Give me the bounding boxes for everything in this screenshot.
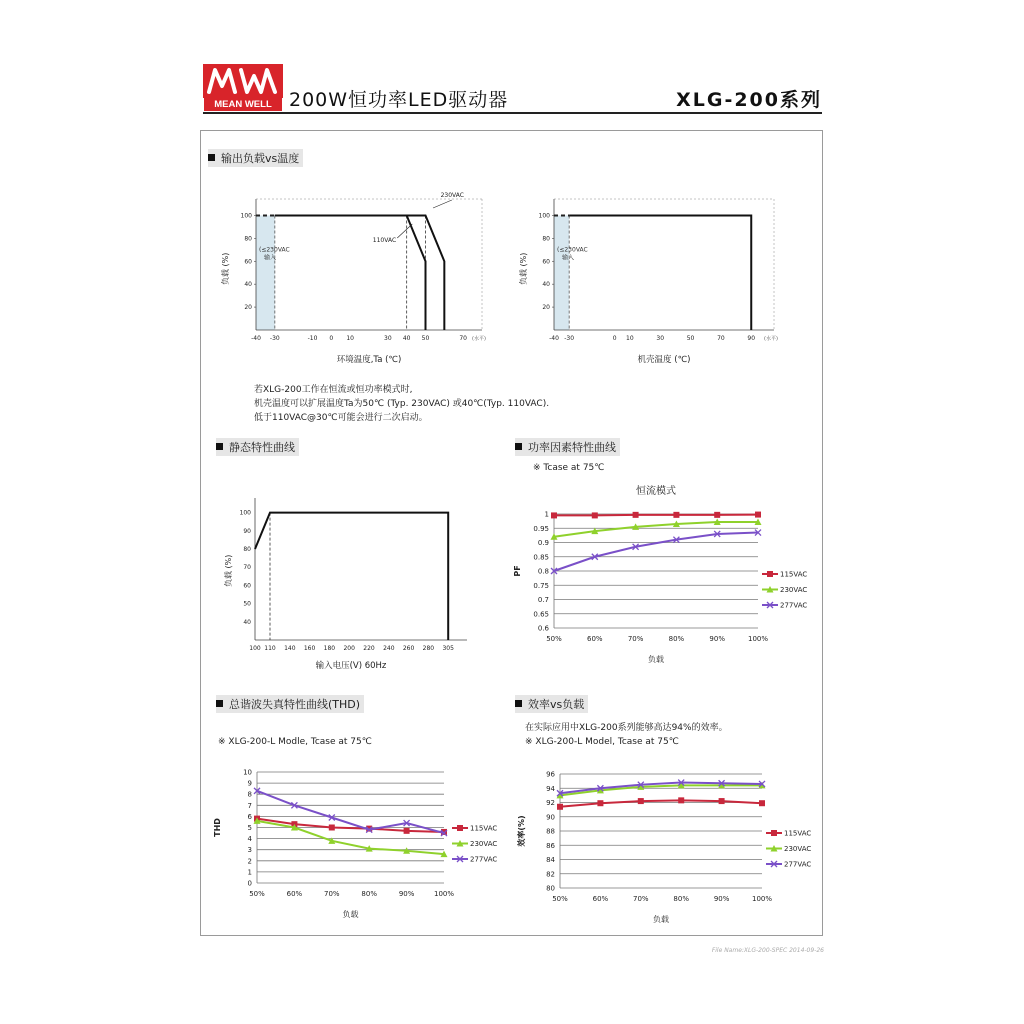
callout-line — [433, 200, 452, 208]
x-tick-label: 30 — [384, 335, 392, 342]
y-tick-label: 80 — [244, 235, 252, 243]
series-line-115VAC — [560, 800, 762, 806]
y-tick-label: 100 — [538, 212, 550, 220]
y-tick-label: 5 — [247, 824, 252, 832]
y-tick-label: 100 — [239, 509, 251, 517]
x-tick-label: 60% — [592, 895, 609, 903]
x-tick-label: 80% — [673, 895, 689, 903]
x-axis-label: 负载 — [648, 655, 664, 664]
x-tick-label: 0 — [612, 335, 617, 342]
x-axis-label: 环境温度,Ta (℃) — [336, 355, 402, 365]
x-tick-label: 30 — [656, 335, 665, 342]
x-tick-label: 100% — [433, 890, 455, 898]
x-tick-label: 80% — [361, 890, 377, 898]
y-axis-label: 负载 (%) — [221, 252, 230, 285]
x-unit-label: (水平) — [472, 336, 486, 342]
x-tick-label: 50 — [421, 335, 430, 342]
y-tick-label: 92 — [546, 799, 555, 807]
legend-marker-115VAC — [771, 830, 777, 836]
shaded-region — [554, 215, 569, 330]
x-tick-label: 70% — [627, 635, 644, 643]
data-point-115VAC — [551, 512, 557, 518]
y-tick-label: 80 — [542, 235, 550, 243]
legend-marker-115VAC — [457, 825, 463, 831]
x-tick-label: 80% — [668, 635, 685, 643]
x-tick-label: 240 — [383, 645, 395, 652]
y-tick-label: 0.8 — [537, 567, 549, 576]
model-title: XLG-200系列 — [676, 89, 822, 111]
y-tick-label: 80 — [243, 545, 251, 553]
y-tick-label: 20 — [244, 304, 252, 312]
x-tick-label: 50% — [552, 895, 568, 903]
eff-chart — [508, 762, 818, 937]
data-point-115VAC — [678, 797, 684, 803]
legend-label-230VAC: 230VAC — [780, 586, 808, 594]
x-tick-label: -40 — [549, 335, 559, 342]
series-label-230vac: 230VAC — [440, 192, 464, 199]
x-tick-label: 90% — [713, 895, 730, 903]
data-point-115VAC — [759, 800, 765, 806]
chart-title: 恒流模式 — [636, 486, 676, 497]
y-tick-label: 1 — [247, 868, 252, 877]
y-tick-label: 7 — [247, 801, 252, 810]
x-tick-label: 305 — [442, 645, 454, 652]
x-tick-label: 50 — [686, 335, 695, 342]
legend-label-115VAC: 115VAC — [780, 570, 808, 579]
series-label-110vac: 110VAC — [372, 237, 397, 244]
x-tick-label: 200 — [343, 645, 355, 652]
pf-chart — [508, 478, 818, 678]
x-tick-label: 70% — [324, 890, 340, 898]
x-unit-label: (水平) — [764, 336, 778, 342]
y-tick-label: 3 — [247, 846, 252, 855]
x-tick-label: 140 — [284, 645, 296, 652]
page-title: 200W恒功率LED驱动器 — [289, 89, 509, 111]
y-tick-label: 0.9 — [537, 539, 549, 547]
y-tick-label: 9 — [247, 779, 252, 788]
legend-label-277VAC: 277VAC — [470, 855, 498, 864]
y-tick-label: 94 — [546, 784, 555, 793]
y-tick-label: 0.65 — [533, 610, 549, 619]
y-axis-label: 效率(%) — [517, 815, 526, 847]
legend-label-277VAC: 277VAC — [780, 601, 808, 610]
x-tick-label: -30 — [564, 335, 575, 342]
x-tick-label: 160 — [303, 645, 316, 652]
section-eff-heading: 效率vs负载 — [515, 695, 588, 713]
legend-label-115VAC: 115VAC — [470, 824, 498, 833]
x-tick-label: 100% — [751, 895, 773, 903]
data-point-115VAC — [592, 512, 598, 518]
y-tick-label: 40 — [243, 618, 251, 626]
x-tick-label: 100% — [747, 635, 769, 643]
data-point-115VAC — [404, 828, 410, 834]
x-tick-label: 220 — [363, 645, 375, 652]
data-point-115VAC — [597, 800, 603, 806]
thd-chart — [210, 762, 510, 937]
y-tick-label: 82 — [546, 870, 555, 879]
eff-note-1: 在实际应用中XLG-200系列能够高达94%的效率。 — [525, 723, 728, 733]
x-tick-label: 90 — [747, 335, 756, 342]
y-tick-label: 40 — [542, 281, 550, 289]
y-tick-label: 2 — [247, 857, 252, 866]
shaded-label: (≤230VAC — [557, 246, 588, 254]
x-tick-label: 0 — [329, 335, 334, 342]
y-tick-label: 90 — [243, 527, 251, 535]
x-tick-label: 50% — [249, 890, 265, 898]
pf-note: ※ Tcase at 75℃ — [533, 463, 605, 473]
y-tick-label: 6 — [247, 812, 252, 821]
section-pf-heading: 功率因素特性曲线 — [515, 438, 620, 456]
data-point-115VAC — [633, 512, 639, 518]
data-point-115VAC — [755, 512, 761, 518]
y-tick-label: 1 — [544, 510, 549, 519]
brand-name: MEAN WELL — [204, 98, 282, 111]
x-tick-label: 90% — [709, 635, 725, 643]
x-tick-label: 70 — [717, 335, 725, 342]
shaded-label: 输入 — [264, 254, 277, 262]
legend-label-277VAC: 277VAC — [784, 860, 812, 869]
data-point-115VAC — [719, 798, 725, 804]
y-tick-label: 60 — [542, 258, 550, 266]
derating-case-chart — [508, 182, 798, 377]
y-tick-label: 0.7 — [537, 596, 549, 604]
legend-label-115VAC: 115VAC — [784, 829, 812, 838]
derating-note-1: 若XLG-200工作在恒流或恒功率模式时, — [254, 385, 413, 395]
x-tick-label: 40 — [402, 335, 411, 342]
y-axis-label: 负载 (%) — [224, 554, 233, 587]
y-tick-label: 40 — [244, 281, 252, 289]
y-tick-label: 0.95 — [533, 524, 549, 533]
legend-label-230VAC: 230VAC — [470, 840, 498, 848]
section-derating-heading: 输出负载vs温度 — [208, 149, 303, 167]
shaded-region — [256, 215, 275, 330]
x-tick-label: 70 — [459, 335, 467, 342]
shaded-label: (≤230VAC — [259, 246, 290, 254]
y-tick-label: 60 — [243, 582, 251, 590]
y-tick-label: 86 — [546, 841, 555, 850]
derating-line-all — [569, 215, 751, 330]
x-tick-label: -30 — [269, 335, 280, 342]
y-tick-label: 84 — [546, 856, 555, 864]
x-tick-label: 10 — [346, 335, 354, 342]
y-axis-label: THD — [213, 818, 222, 837]
legend-marker-115VAC — [767, 571, 773, 577]
x-tick-label: 70% — [633, 895, 649, 903]
data-point-115VAC — [329, 825, 335, 831]
file-name-footer: File Name:XLG-200-SPEC 2014-09-26 — [711, 947, 824, 954]
x-tick-label: -10 — [307, 335, 318, 342]
y-tick-label: 0.6 — [537, 624, 549, 633]
x-tick-label: 280 — [422, 645, 435, 652]
static-load-line — [255, 513, 448, 640]
y-tick-label: 70 — [243, 564, 251, 572]
y-tick-label: 20 — [542, 304, 550, 312]
x-tick-label: 100 — [249, 645, 261, 652]
y-tick-label: 50 — [243, 600, 251, 608]
y-tick-label: 90 — [546, 813, 555, 822]
x-tick-label: 10 — [626, 335, 634, 342]
derating-line-230VAC — [275, 215, 445, 330]
header-rule — [203, 112, 822, 114]
thd-note: ※ XLG-200-L Modle, Tcase at 75℃ — [218, 737, 372, 747]
static-chart — [215, 490, 475, 675]
data-point-115VAC — [673, 512, 679, 518]
x-tick-label: 50% — [546, 635, 562, 643]
callout-line — [397, 224, 412, 238]
legend-label-230VAC: 230VAC — [784, 845, 812, 853]
section-thd-heading: 总谐波失真特性曲线(THD) — [216, 695, 364, 713]
y-tick-label: 10 — [243, 768, 252, 777]
derating-note-2: 机壳温度可以扩展温度Ta为50℃ (Typ. 230VAC) 或40℃(Typ. 110VAC). — [254, 399, 550, 409]
y-tick-label: 8 — [247, 790, 252, 799]
data-point-115VAC — [557, 804, 563, 810]
series-line-115VAC — [554, 515, 758, 516]
x-tick-label: 60% — [587, 635, 603, 643]
derating-note-3: 低于110VAC@30℃可能会进行二次启动。 — [254, 413, 428, 423]
x-tick-label: -40 — [251, 335, 261, 342]
series-line-277VAC — [554, 533, 758, 571]
y-tick-label: 88 — [546, 827, 555, 836]
x-axis-label: 输入电压(V) 60Hz — [315, 661, 387, 671]
x-axis-label: 负载 — [653, 915, 669, 924]
eff-note-2: ※ XLG-200-L Model, Tcase at 75℃ — [525, 737, 679, 747]
y-tick-label: 100 — [240, 212, 252, 220]
y-axis-label: 负载 (%) — [519, 252, 528, 285]
x-tick-label: 180 — [323, 645, 336, 652]
section-static-heading: 静态特性曲线 — [216, 438, 299, 456]
y-tick-label: 4 — [247, 835, 252, 844]
x-axis-label: 负载 — [342, 910, 359, 919]
y-tick-label: 0 — [247, 879, 252, 888]
shaded-label: 输入 — [562, 254, 575, 262]
y-tick-label: 0.75 — [533, 581, 549, 590]
y-tick-label: 0.85 — [533, 553, 549, 562]
x-tick-label: 260 — [402, 645, 415, 652]
x-axis-label: 机壳温度 (℃) — [637, 355, 691, 365]
y-tick-label: 96 — [546, 770, 555, 779]
y-axis-label: PF — [513, 565, 522, 577]
data-point-115VAC — [638, 798, 644, 804]
x-tick-label: 110 — [264, 645, 276, 652]
data-point-115VAC — [714, 512, 720, 518]
y-tick-label: 80 — [546, 884, 555, 893]
x-tick-label: 60% — [286, 890, 303, 898]
derating-ambient-chart — [210, 182, 500, 377]
y-tick-label: 60 — [244, 258, 252, 266]
x-tick-label: 90% — [398, 890, 415, 898]
